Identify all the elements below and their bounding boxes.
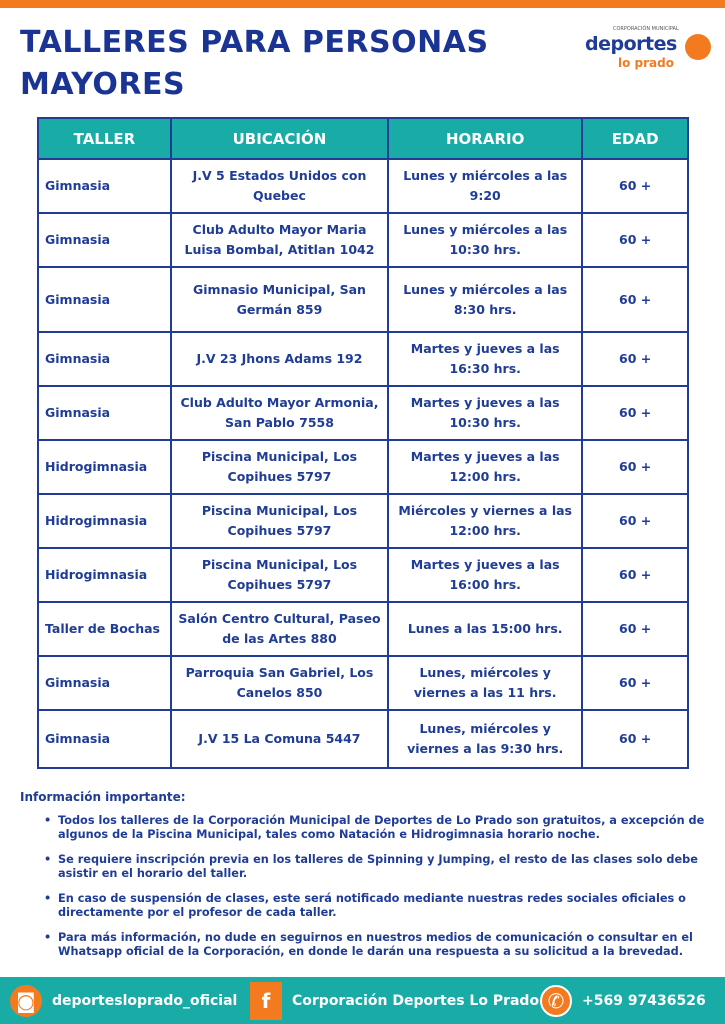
footer-contact-bar bbox=[0, 977, 725, 1024]
info-heading: Información importante: bbox=[20, 790, 186, 804]
phone-number: +569 97436526 bbox=[582, 992, 706, 1009]
logo-main-text: deportes bbox=[585, 33, 677, 55]
info-item: • Para más información, no dude en seguirnos en nuestros medios de comunicación o consultar en el Whatsapp oficial de la Corporación, en donde le darán una respuesta a su solicitud a la brevedad. bbox=[44, 931, 710, 959]
table-row bbox=[38, 710, 688, 768]
ubicacion-cell: J.V 5 Estados Unidos con Quebec bbox=[171, 159, 388, 213]
ubicacion-cell: Piscina Municipal, Los Copihues 5797 bbox=[171, 548, 388, 602]
taller-cell: Gimnasia bbox=[38, 386, 171, 440]
table-row bbox=[38, 656, 688, 710]
horario-cell: Martes y jueves a las 16:00 hrs. bbox=[388, 548, 582, 602]
edad-cell: 60 + bbox=[582, 548, 688, 602]
instagram-link[interactable] bbox=[10, 981, 237, 1020]
ubicacion-cell: J.V 23 Jhons Adams 192 bbox=[171, 332, 388, 386]
ubicacion-cell: Club Adulto Mayor Armonia, San Pablo 7558 bbox=[171, 386, 388, 440]
horario-cell: Lunes, miércoles y viernes a las 9:30 hrs. bbox=[388, 710, 582, 768]
edad-cell: 60 + bbox=[582, 656, 688, 710]
column-header: HORARIO bbox=[388, 118, 582, 159]
edad-cell: 60 + bbox=[582, 386, 688, 440]
edad-cell: 60 + bbox=[582, 494, 688, 548]
table-row bbox=[38, 267, 688, 332]
edad-cell: 60 + bbox=[582, 440, 688, 494]
column-header: TALLER bbox=[38, 118, 171, 159]
title-line-1: TALLERES PARA PERSONAS bbox=[20, 25, 489, 60]
ubicacion-cell: Salón Centro Cultural, Paseo de las Artes 880 bbox=[171, 602, 388, 656]
taller-cell: Hidrogimnasia bbox=[38, 494, 171, 548]
taller-cell: Hidrogimnasia bbox=[38, 440, 171, 494]
column-header: EDAD bbox=[582, 118, 688, 159]
taller-cell: Taller de Bochas bbox=[38, 602, 171, 656]
edad-cell: 60 + bbox=[582, 332, 688, 386]
info-item: • En caso de suspensión de clases, este será notificado mediante nuestras redes sociales oficiales o directamente por el profesor de cada taller. bbox=[44, 892, 710, 920]
deportes-lo-prado-logo bbox=[585, 26, 715, 74]
taller-cell: Gimnasia bbox=[38, 656, 171, 710]
table-row bbox=[38, 332, 688, 386]
info-list bbox=[20, 814, 710, 959]
horario-cell: Martes y jueves a las 12:00 hrs. bbox=[388, 440, 582, 494]
phone-link[interactable] bbox=[540, 981, 706, 1020]
table-row bbox=[38, 440, 688, 494]
horario-cell: Lunes y miércoles a las 10:30 hrs. bbox=[388, 213, 582, 267]
horario-cell: Martes y jueves a las 10:30 hrs. bbox=[388, 386, 582, 440]
ubicacion-cell: J.V 15 La Comuna 5447 bbox=[171, 710, 388, 768]
horario-cell: Lunes a las 15:00 hrs. bbox=[388, 602, 582, 656]
ubicacion-cell: Piscina Municipal, Los Copihues 5797 bbox=[171, 494, 388, 548]
horario-cell: Lunes y miércoles a las 8:30 hrs. bbox=[388, 267, 582, 332]
athlete-ball-icon bbox=[685, 34, 711, 60]
horario-cell: Martes y jueves a las 16:30 hrs. bbox=[388, 332, 582, 386]
table-row bbox=[38, 159, 688, 213]
info-item: • Se requiere inscripción previa en los talleres de Spinning y Jumping, el resto de las clases solo debe asistir en el horario del taller. bbox=[44, 853, 710, 881]
table-row bbox=[38, 213, 688, 267]
taller-cell: Hidrogimnasia bbox=[38, 548, 171, 602]
column-header: UBICACIÓN bbox=[171, 118, 388, 159]
edad-cell: 60 + bbox=[582, 710, 688, 768]
table-row bbox=[38, 548, 688, 602]
ubicacion-cell: Gimnasio Municipal, San Germán 859 bbox=[171, 267, 388, 332]
facebook-link[interactable] bbox=[250, 981, 539, 1020]
table-row bbox=[38, 494, 688, 548]
ubicacion-cell: Piscina Municipal, Los Copihues 5797 bbox=[171, 440, 388, 494]
title-line-2: MAYORES bbox=[20, 67, 186, 102]
phone-icon: ✆ bbox=[540, 985, 572, 1017]
ubicacion-cell: Club Adulto Mayor Maria Luisa Bombal, Atitlan 1042 bbox=[171, 213, 388, 267]
facebook-name: Corporación Deportes Lo Prado bbox=[292, 992, 540, 1009]
instagram-icon: ◙ bbox=[10, 985, 42, 1017]
taller-cell: Gimnasia bbox=[38, 332, 171, 386]
workshops-table bbox=[37, 117, 689, 769]
page-title bbox=[20, 22, 489, 106]
edad-cell: 60 + bbox=[582, 213, 688, 267]
table-header-row bbox=[38, 118, 688, 159]
horario-cell: Miércoles y viernes a las 12:00 hrs. bbox=[388, 494, 582, 548]
horario-cell: Lunes y miércoles a las 9:20 bbox=[388, 159, 582, 213]
logo-small-text: CORPORACIÓN MUNICIPAL bbox=[613, 26, 679, 32]
taller-cell: Gimnasia bbox=[38, 710, 171, 768]
important-info bbox=[20, 790, 710, 970]
edad-cell: 60 + bbox=[582, 267, 688, 332]
logo-sub-text: lo prado bbox=[618, 56, 674, 70]
info-item: • Todos los talleres de la Corporación Municipal de Deportes de Lo Prado son gratuitos, a excepción de algunos de la Piscina Municipal, tales como Natación e Hidrogimnasia horario noche. bbox=[44, 814, 710, 842]
facebook-icon: f bbox=[250, 982, 282, 1020]
edad-cell: 60 + bbox=[582, 602, 688, 656]
top-accent-bar bbox=[0, 0, 725, 8]
edad-cell: 60 + bbox=[582, 159, 688, 213]
taller-cell: Gimnasia bbox=[38, 159, 171, 213]
instagram-handle: deportesloprado_oficial bbox=[52, 992, 238, 1009]
table-row bbox=[38, 386, 688, 440]
ubicacion-cell: Parroquia San Gabriel, Los Canelos 850 bbox=[171, 656, 388, 710]
taller-cell: Gimnasia bbox=[38, 213, 171, 267]
table-row bbox=[38, 602, 688, 656]
horario-cell: Lunes, miércoles y viernes a las 11 hrs. bbox=[388, 656, 582, 710]
taller-cell: Gimnasia bbox=[38, 267, 171, 332]
